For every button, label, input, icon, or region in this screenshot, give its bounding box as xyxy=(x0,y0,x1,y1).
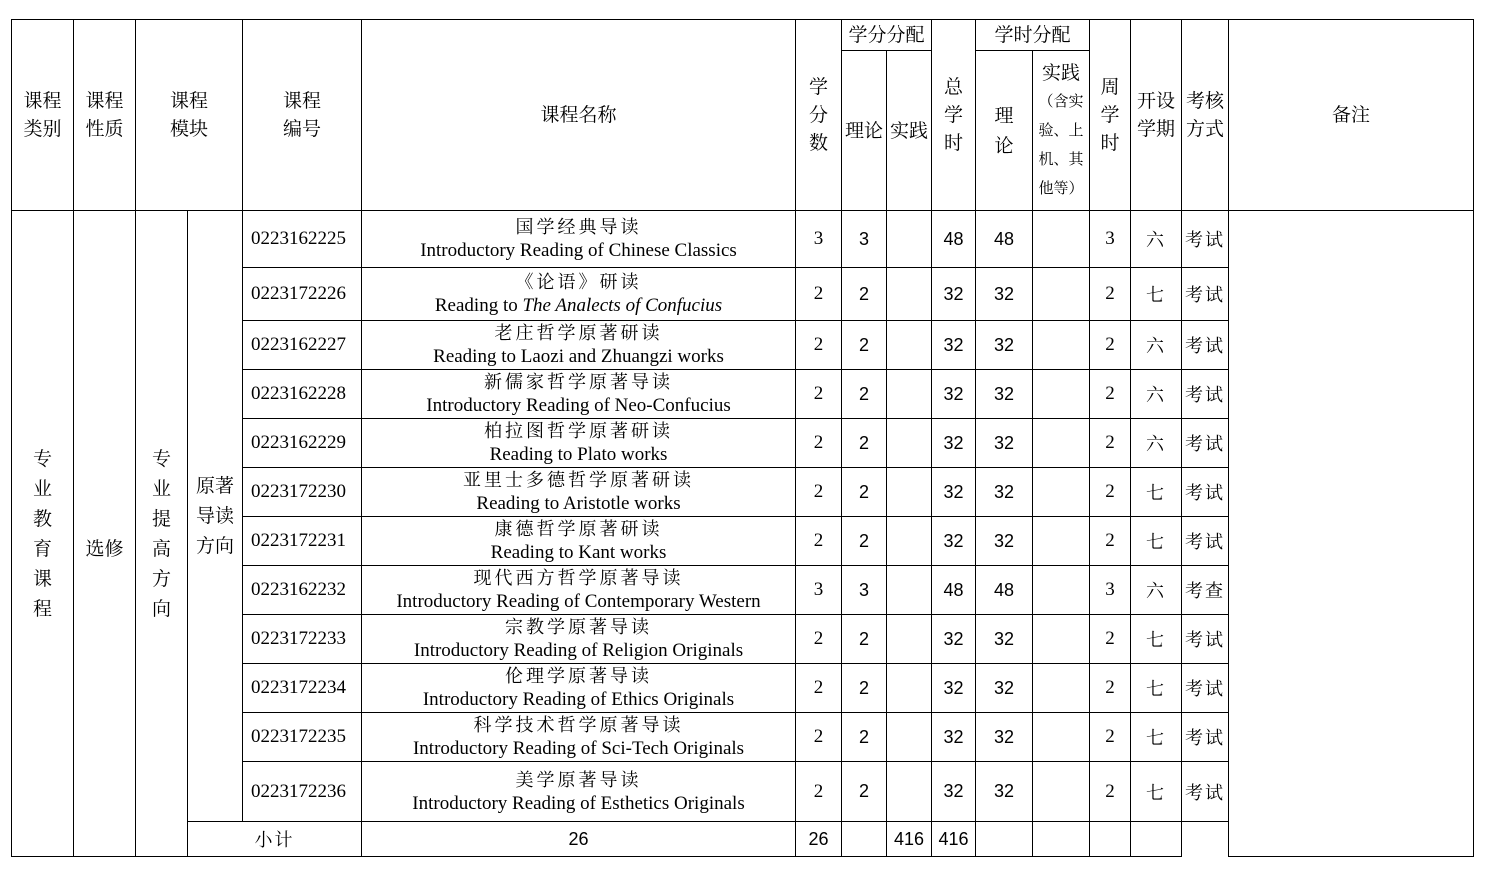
header-credit-distribution: 学分分配 xyxy=(842,20,932,51)
course-hours: 32 xyxy=(932,664,976,713)
course-weekly-hours: 2 xyxy=(1090,713,1131,762)
course-credits: 2 xyxy=(796,762,842,822)
course-code: 0223172235 xyxy=(243,713,362,762)
course-name-en: Reading to Laozi and Zhuangzi works xyxy=(433,346,724,367)
course-hours-theory: 32 xyxy=(976,321,1033,370)
course-hours: 48 xyxy=(932,211,976,268)
course-name-en: Introductory Reading of Religion Originals xyxy=(413,640,744,661)
header-code: 课程 编号 xyxy=(243,20,362,211)
course-credit-theory: 2 xyxy=(842,517,887,566)
course-hours-practice xyxy=(1033,419,1090,468)
subtotal-credit-theory: 26 xyxy=(796,822,842,857)
subtotal-weekly xyxy=(1033,822,1090,857)
course-name xyxy=(362,615,796,664)
course-hours-theory: 32 xyxy=(976,468,1033,517)
category-cell: 专 业 教 育 课 程 xyxy=(12,211,74,857)
course-name xyxy=(362,517,796,566)
course-semester: 六 xyxy=(1131,419,1182,468)
course-hours: 32 xyxy=(932,468,976,517)
course-name-en: Reading to Kant works xyxy=(490,542,667,563)
header-row-1 xyxy=(12,20,1474,51)
course-hours-practice xyxy=(1033,762,1090,822)
course-assessment: 考试 xyxy=(1182,615,1229,664)
course-name-zh: 柏拉图哲学原著研读 xyxy=(484,421,674,442)
course-hours-theory: 32 xyxy=(976,517,1033,566)
subtotal-credits: 26 xyxy=(362,822,796,857)
course-name-en: Introductory Reading of Chinese Classics xyxy=(420,240,737,261)
course-code: 0223172234 xyxy=(243,664,362,713)
course-code: 0223162232 xyxy=(243,566,362,615)
course-weekly-hours: 2 xyxy=(1090,268,1131,321)
course-name-zh: 国学经典导读 xyxy=(515,217,642,238)
subtotal-semester xyxy=(1090,822,1131,857)
course-credits: 2 xyxy=(796,468,842,517)
course-hours: 32 xyxy=(932,762,976,822)
header-hours-distribution: 学时分配 xyxy=(976,20,1090,51)
course-name-en: Introductory Reading of Neo-Confucius xyxy=(426,395,731,416)
header-remarks: 备注 xyxy=(1229,20,1474,211)
course-hours-theory: 48 xyxy=(976,211,1033,268)
course-assessment: 考试 xyxy=(1182,321,1229,370)
course-name-en: Introductory Reading of Contemporary Western xyxy=(396,591,761,612)
course-code: 0223162225 xyxy=(243,211,362,268)
header-credit-theory: 理论 xyxy=(842,51,887,211)
course-weekly-hours: 2 xyxy=(1090,664,1131,713)
course-semester: 七 xyxy=(1131,664,1182,713)
course-credits: 3 xyxy=(796,566,842,615)
course-credits: 2 xyxy=(796,517,842,566)
course-code: 0223162227 xyxy=(243,321,362,370)
course-name-zh: 老庄哲学原著研读 xyxy=(494,323,663,344)
header-credit-practice: 实践 xyxy=(887,51,932,211)
course-assessment: 考试 xyxy=(1182,268,1229,321)
course-hours-practice xyxy=(1033,211,1090,268)
header-semester: 开设 学期 xyxy=(1131,20,1182,211)
course-credit-theory: 2 xyxy=(842,615,887,664)
course-name-en: Reading to Aristotle works xyxy=(476,493,681,514)
course-credits: 2 xyxy=(796,419,842,468)
header-credits-total: 学 分 数 xyxy=(796,20,842,211)
course-weekly-hours: 3 xyxy=(1090,211,1131,268)
course-assessment: 考试 xyxy=(1182,468,1229,517)
course-hours: 32 xyxy=(932,268,976,321)
course-hours: 48 xyxy=(932,566,976,615)
course-name xyxy=(362,419,796,468)
course-hours-practice xyxy=(1033,615,1090,664)
course-code: 0223172233 xyxy=(243,615,362,664)
course-code: 0223172236 xyxy=(243,762,362,822)
course-hours-theory: 32 xyxy=(976,419,1033,468)
course-semester: 七 xyxy=(1131,762,1182,822)
course-credit-theory: 2 xyxy=(842,321,887,370)
course-credits: 2 xyxy=(796,713,842,762)
course-weekly-hours: 2 xyxy=(1090,419,1131,468)
course-assessment: 考试 xyxy=(1182,664,1229,713)
course-credit-theory: 3 xyxy=(842,211,887,268)
course-assessment: 考试 xyxy=(1182,211,1229,268)
course-code: 0223162229 xyxy=(243,419,362,468)
course-hours-theory: 48 xyxy=(976,566,1033,615)
course-name xyxy=(362,468,796,517)
course-name-en: Reading to The Analects of Confucius xyxy=(434,295,723,316)
course-hours-practice xyxy=(1033,713,1090,762)
course-assessment: 考试 xyxy=(1182,419,1229,468)
nature-cell: 选修 xyxy=(74,211,136,857)
course-hours-practice xyxy=(1033,268,1090,321)
subtotal-hours-practice xyxy=(976,822,1033,857)
course-row xyxy=(12,211,1474,268)
course-semester: 六 xyxy=(1131,211,1182,268)
course-credit-practice xyxy=(887,211,932,268)
course-credits: 2 xyxy=(796,370,842,419)
course-name xyxy=(362,370,796,419)
course-credit-practice xyxy=(887,566,932,615)
course-assessment: 考查 xyxy=(1182,566,1229,615)
course-weekly-hours: 2 xyxy=(1090,517,1131,566)
header-course-name: 课程名称 xyxy=(362,20,796,211)
course-hours: 32 xyxy=(932,370,976,419)
course-name-en: Reading to Plato works xyxy=(489,444,668,465)
course-hours: 32 xyxy=(932,419,976,468)
course-name-zh: 新儒家哲学原著导读 xyxy=(484,372,674,393)
course-hours-theory: 32 xyxy=(976,615,1033,664)
course-hours-practice xyxy=(1033,517,1090,566)
module-cell: 专 业 提 高 方 向 xyxy=(136,211,188,857)
header-nature: 课程 性质 xyxy=(74,20,136,211)
course-name xyxy=(362,268,796,321)
subtotal-hours: 416 xyxy=(887,822,932,857)
course-credit-theory: 2 xyxy=(842,664,887,713)
course-assessment: 考试 xyxy=(1182,517,1229,566)
course-credit-theory: 2 xyxy=(842,268,887,321)
course-code: 0223172230 xyxy=(243,468,362,517)
course-semester: 七 xyxy=(1131,517,1182,566)
course-credit-practice xyxy=(887,762,932,822)
header-category: 课程 类别 xyxy=(12,20,74,211)
course-name xyxy=(362,713,796,762)
course-name xyxy=(362,762,796,822)
course-credit-practice xyxy=(887,664,932,713)
course-weekly-hours: 2 xyxy=(1090,615,1131,664)
course-hours-practice xyxy=(1033,468,1090,517)
course-name-zh: 宗教学原著导读 xyxy=(505,617,653,638)
subtotal-credit-practice xyxy=(842,822,887,857)
curriculum-page xyxy=(11,19,1474,857)
course-hours-theory: 32 xyxy=(976,664,1033,713)
header-assessment: 考核 方式 xyxy=(1182,20,1229,211)
header-hours-theory: 理 论 xyxy=(976,51,1033,211)
course-weekly-hours: 2 xyxy=(1090,762,1131,822)
course-code: 0223172226 xyxy=(243,268,362,321)
course-semester: 六 xyxy=(1131,566,1182,615)
course-credits: 2 xyxy=(796,321,842,370)
course-name-zh: 《论语》研读 xyxy=(515,272,642,293)
course-hours: 32 xyxy=(932,321,976,370)
course-hours-theory: 32 xyxy=(976,268,1033,321)
course-name-zh: 科学技术哲学原著导读 xyxy=(473,715,684,736)
course-code: 0223172231 xyxy=(243,517,362,566)
course-name-zh: 现代西方哲学原著导读 xyxy=(473,568,684,589)
header-module: 课程 模块 xyxy=(136,20,243,211)
subtotal-assessment xyxy=(1131,822,1182,857)
course-name xyxy=(362,211,796,268)
course-credit-theory: 2 xyxy=(842,419,887,468)
course-credit-practice xyxy=(887,468,932,517)
course-assessment: 考试 xyxy=(1182,762,1229,822)
course-semester: 七 xyxy=(1131,468,1182,517)
course-weekly-hours: 2 xyxy=(1090,468,1131,517)
course-credit-practice xyxy=(887,321,932,370)
course-credit-theory: 2 xyxy=(842,468,887,517)
course-hours-practice xyxy=(1033,664,1090,713)
course-name-zh: 康德哲学原著研读 xyxy=(494,519,663,540)
course-credit-practice xyxy=(887,419,932,468)
header-weekly-hours: 周 学 时 xyxy=(1090,20,1131,211)
curriculum-table xyxy=(11,19,1474,857)
course-name xyxy=(362,566,796,615)
course-name-en: Introductory Reading of Sci-Tech Originals xyxy=(412,738,745,759)
course-hours-theory: 32 xyxy=(976,370,1033,419)
course-credits: 2 xyxy=(796,664,842,713)
course-name xyxy=(362,664,796,713)
header-hours-practice: 实践 （含实 验、上 机、其 他等） xyxy=(1033,51,1090,211)
course-semester: 七 xyxy=(1131,713,1182,762)
subtotal-label: 小计 xyxy=(188,822,362,857)
course-hours-practice xyxy=(1033,566,1090,615)
course-hours: 32 xyxy=(932,713,976,762)
course-credit-practice xyxy=(887,615,932,664)
course-semester: 六 xyxy=(1131,370,1182,419)
course-credit-practice xyxy=(887,370,932,419)
course-credits: 2 xyxy=(796,615,842,664)
course-semester: 七 xyxy=(1131,615,1182,664)
remarks-cell xyxy=(1229,211,1474,857)
course-credit-theory: 3 xyxy=(842,566,887,615)
course-assessment: 考试 xyxy=(1182,370,1229,419)
course-credit-practice xyxy=(887,268,932,321)
course-name xyxy=(362,321,796,370)
course-semester: 七 xyxy=(1131,268,1182,321)
course-name-en: Introductory Reading of Ethics Originals xyxy=(422,689,735,710)
course-credit-theory: 2 xyxy=(842,370,887,419)
course-name-en: Introductory Reading of Esthetics Originals xyxy=(412,792,745,814)
course-semester: 六 xyxy=(1131,321,1182,370)
course-hours: 32 xyxy=(932,615,976,664)
course-hours: 32 xyxy=(932,517,976,566)
course-credit-theory: 2 xyxy=(842,713,887,762)
course-hours-theory: 32 xyxy=(976,762,1033,822)
course-assessment: 考试 xyxy=(1182,713,1229,762)
course-credits: 2 xyxy=(796,268,842,321)
course-credit-theory: 2 xyxy=(842,762,887,822)
course-code: 0223162228 xyxy=(243,370,362,419)
course-name-zh: 亚里士多德哲学原著研读 xyxy=(463,470,695,491)
course-credit-practice xyxy=(887,517,932,566)
course-credits: 3 xyxy=(796,211,842,268)
course-hours-theory: 32 xyxy=(976,713,1033,762)
course-weekly-hours: 2 xyxy=(1090,370,1131,419)
course-hours-practice xyxy=(1033,370,1090,419)
direction-cell: 原著 导读 方向 xyxy=(188,211,243,822)
course-hours-practice xyxy=(1033,321,1090,370)
course-weekly-hours: 3 xyxy=(1090,566,1131,615)
course-credit-practice xyxy=(887,713,932,762)
subtotal-hours-theory: 416 xyxy=(932,822,976,857)
course-weekly-hours: 2 xyxy=(1090,321,1131,370)
course-name-zh: 伦理学原著导读 xyxy=(505,666,653,687)
course-name-zh: 美学原著导读 xyxy=(515,769,642,791)
header-hours-total: 总 学 时 xyxy=(932,20,976,211)
